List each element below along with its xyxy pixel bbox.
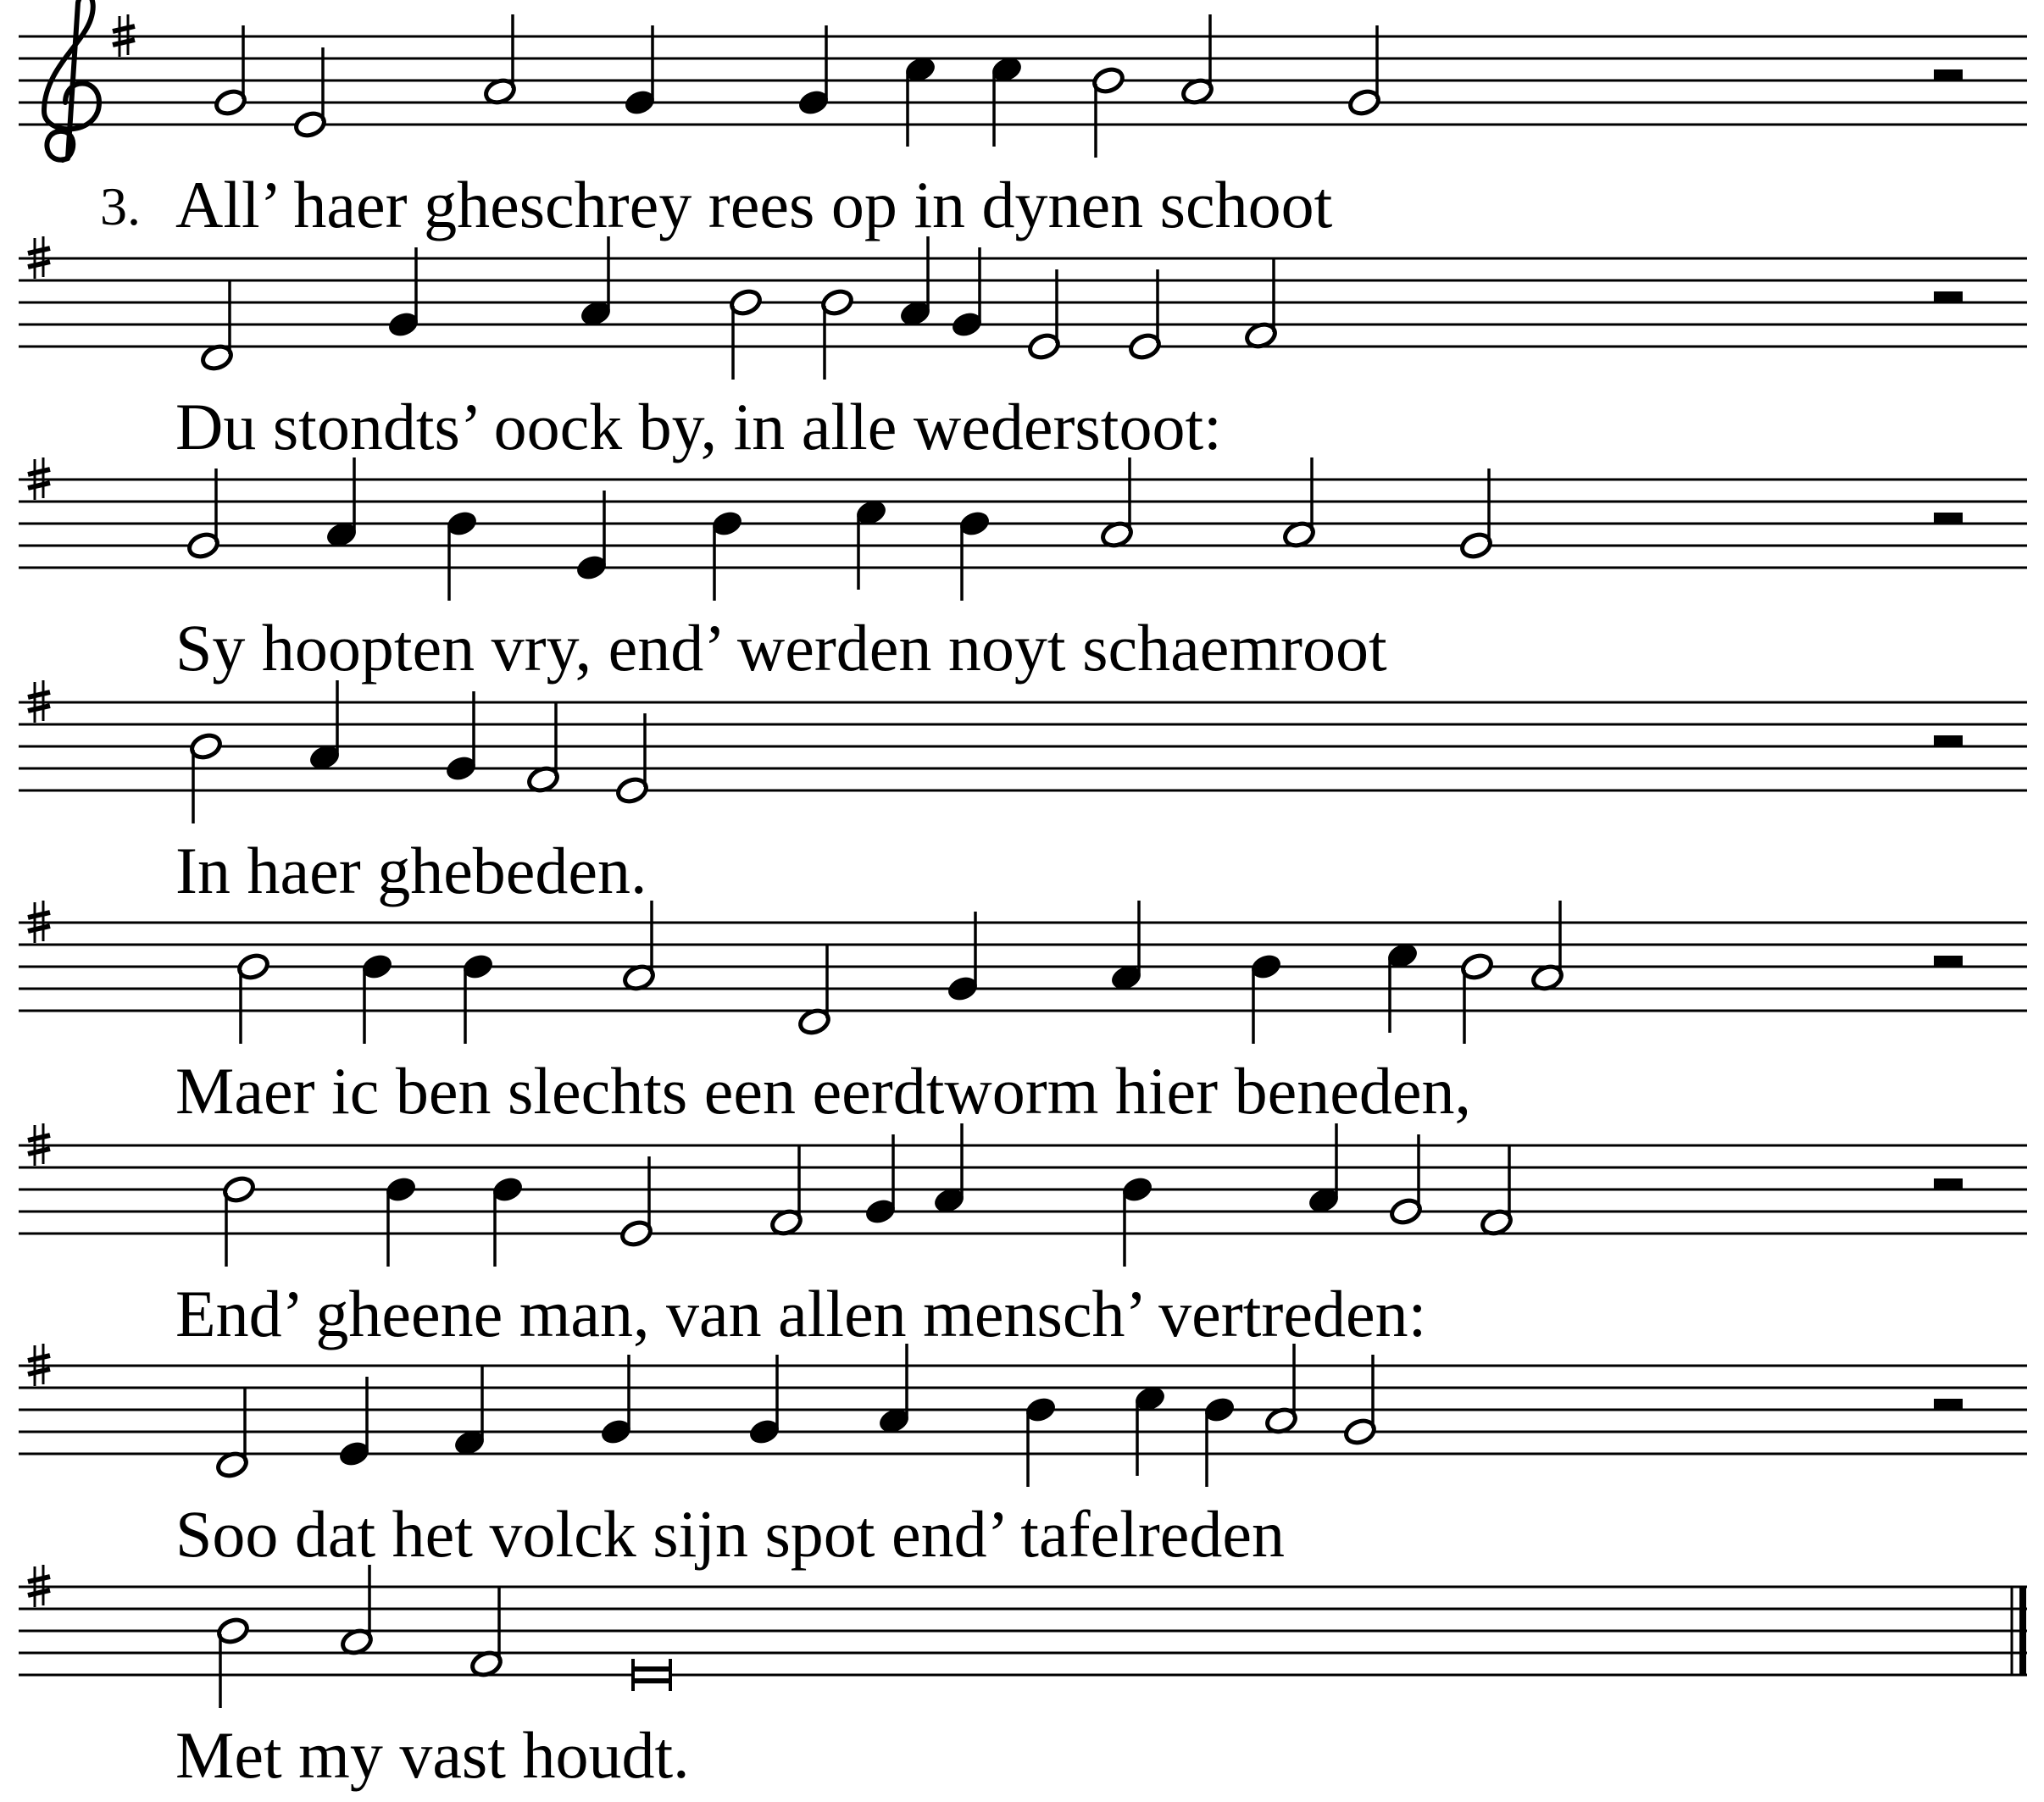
lyric-line: Maer ic ben slechts een eerdtworm hier beneden, — [175, 1054, 1471, 1128]
lyric-line: Du stondts’ oock by, in alle wederstoot: — [175, 390, 1222, 463]
rest-mark — [1934, 956, 1963, 968]
sharp-bar — [28, 262, 50, 267]
sharp-bar — [28, 1149, 50, 1154]
verse-number: 3. — [100, 176, 141, 236]
lyric-line: End’ gheene man, van allen mensch’ vertreden: — [175, 1277, 1427, 1350]
sharp-bar — [28, 248, 50, 253]
sharp-bar — [28, 1356, 50, 1361]
sharp-bar — [28, 912, 50, 918]
sharp-bar — [113, 40, 135, 45]
sharp-bar — [28, 1577, 50, 1582]
sharp-bar — [28, 483, 50, 488]
lyric-line: Met my vast houdt. — [175, 1718, 690, 1792]
rest-mark — [1934, 69, 1963, 81]
sharp-bar — [28, 926, 50, 931]
lyric-line: In haer ghebeden. — [175, 834, 647, 907]
sharp-bar — [28, 469, 50, 474]
lyric-line: Sy hoopten vry, end’ werden noyt schaemroot — [175, 611, 1387, 685]
sharp-bar — [28, 1590, 50, 1595]
sharp-bar — [113, 26, 135, 31]
rest-mark — [1934, 513, 1963, 524]
rest-mark — [1934, 1178, 1963, 1190]
sharp-bar — [28, 1135, 50, 1140]
sharp-bar — [28, 1369, 50, 1374]
sharp-bar — [28, 692, 50, 697]
lyric-line: All’ haer gheschrey rees op in dynen schoot — [175, 168, 1333, 241]
rest-mark — [1934, 1399, 1963, 1411]
rest-mark — [1934, 291, 1963, 303]
lyric-line: Soo dat het volck sijn spot end’ tafelreden — [175, 1497, 1286, 1571]
rest-mark — [1934, 735, 1963, 747]
sharp-bar — [28, 706, 50, 711]
